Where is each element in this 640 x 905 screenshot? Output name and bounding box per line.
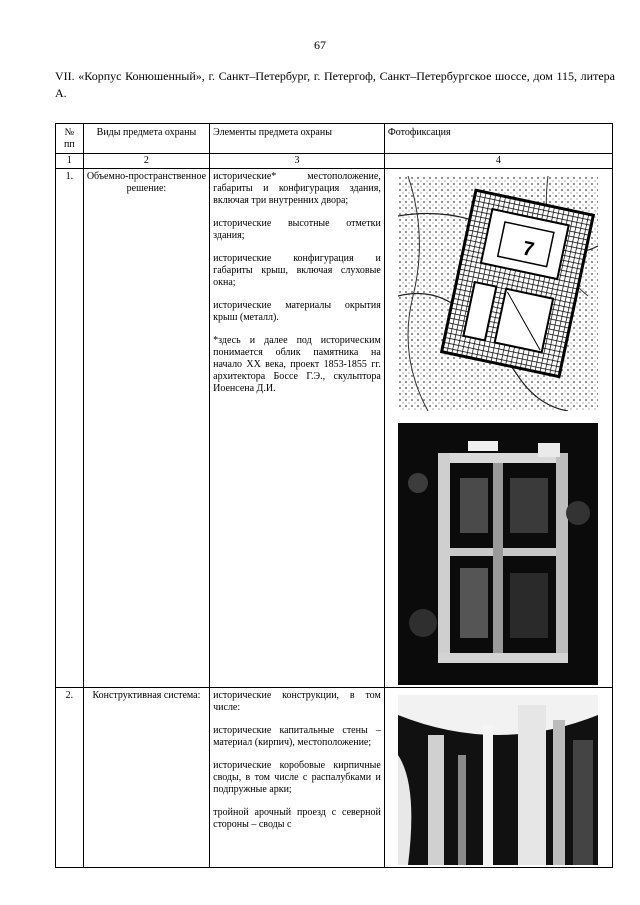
header-elements: Элементы предмета охраны	[210, 124, 385, 154]
element-text: исторические материалы окрытия крыш (металл).	[213, 300, 381, 323]
site-plan-photo	[398, 176, 598, 411]
row-number: 2.	[56, 688, 84, 868]
element-text: исторические конфигурация и габариты крыш, включая слуховые окна;	[213, 253, 381, 288]
table-header-row	[56, 124, 613, 154]
header-photo: Фотофиксация	[384, 124, 612, 154]
aerial-photo	[398, 423, 598, 685]
row-number: 1.	[56, 169, 84, 688]
row-elements	[210, 688, 385, 868]
element-text: исторические конструкции, в том числе:	[213, 690, 381, 713]
element-text: тройной арочный проезд с северной стороны – своды с	[213, 807, 381, 830]
column-number: 4	[384, 154, 612, 169]
element-text: исторические коробовые кирпичные своды, в том числе с распалубками и подпружные арки;	[213, 760, 381, 795]
header-type: Виды предмета охраны	[83, 124, 209, 154]
column-number-row	[56, 154, 613, 169]
element-text: исторические* местоположение, габариты и конфигурация здания, включая три внутренних двора;	[213, 171, 381, 206]
page-number: 67	[314, 38, 326, 52]
element-text: *здесь и далее под историческим понимается облик памятника на начало XX века, проект 1853-1855 гг. архитектора Боссе Г.Э., скульптора Иоенсена Д.И.	[213, 335, 381, 394]
row-photos	[384, 169, 612, 688]
element-text: исторические капитальные стены – материал (кирпич), местоположение;	[213, 725, 381, 748]
table-row	[56, 688, 613, 868]
vault-photo	[398, 695, 598, 865]
document-heading: VII. «Корпус Конюшенный», г. Санкт–Петербург, г. Петергоф, Санкт–Петербургское шоссе, дом 115, литера А.	[55, 69, 615, 100]
row-photos	[384, 688, 612, 868]
row-elements	[210, 169, 385, 688]
protection-table	[55, 123, 613, 868]
column-number: 3	[210, 154, 385, 169]
element-text: исторические высотные отметки здания;	[213, 218, 381, 241]
row-type: Объемно-пространственное решение:	[83, 169, 209, 688]
header-number: № пп	[56, 124, 84, 154]
column-number: 2	[83, 154, 209, 169]
plan-number-label: 7	[521, 237, 537, 262]
column-number: 1	[56, 154, 84, 169]
row-type: Конструктивная система:	[83, 688, 209, 868]
table-row	[56, 169, 613, 688]
